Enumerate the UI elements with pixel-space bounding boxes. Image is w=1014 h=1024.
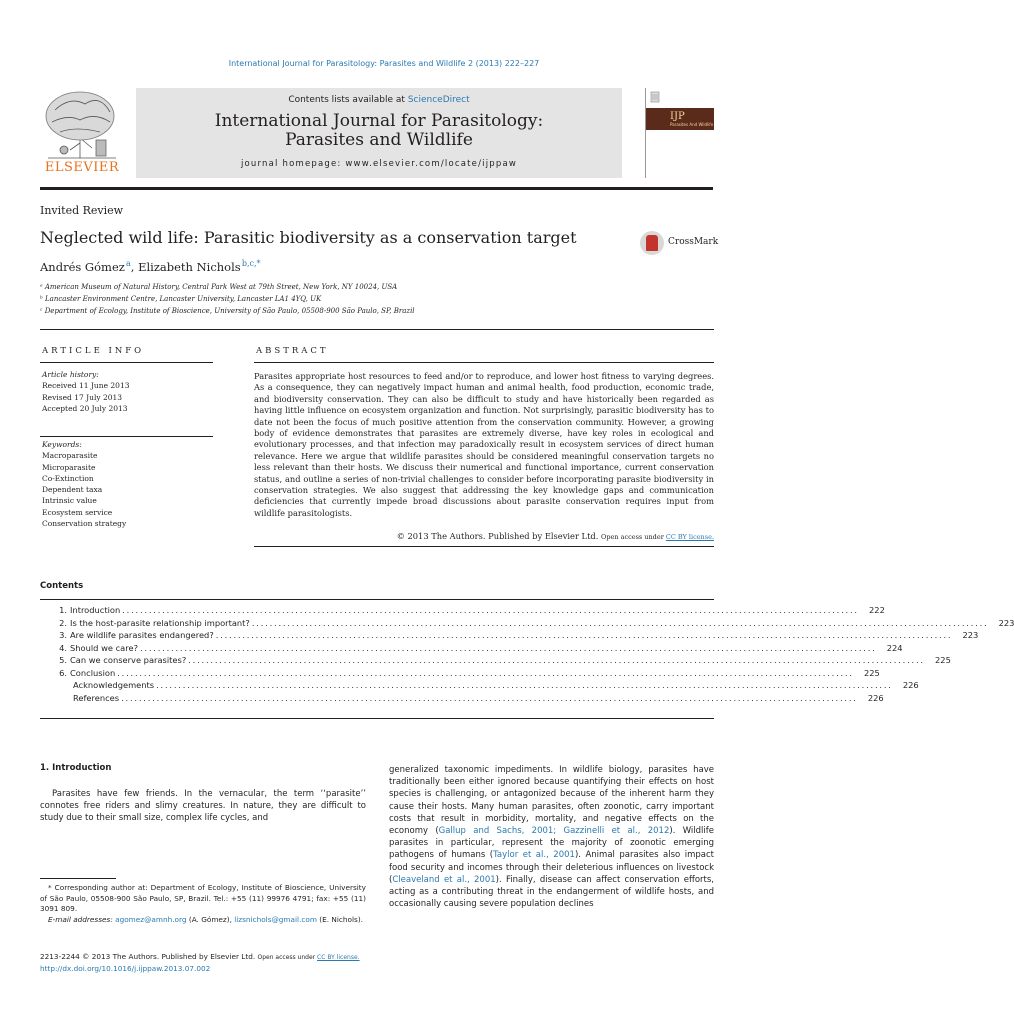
license-link[interactable]: CC BY license.: [665, 533, 714, 541]
toc-label: Are wildlife parasites endangered?: [70, 630, 214, 640]
toc-label: Acknowledgements: [73, 680, 155, 690]
toc-number: 2.: [59, 617, 67, 628]
contents-top-divider: [40, 599, 714, 600]
toc-entry[interactable]: [40, 679, 919, 692]
affiliation: ᶜ Department of Ecology, Institute of Bioscience, University of São Paulo, 05508-900 São Paulo, SP, Brazil: [40, 307, 415, 315]
journal-title-line1: International Journal for Parasitology:: [214, 111, 544, 131]
keywords-divider: [40, 436, 213, 437]
citation-link[interactable]: Gallup and Sachs, 2001; Gazzinelli et al., 2012: [438, 826, 670, 837]
toc-page: 226: [867, 692, 884, 703]
article-type: Invited Review: [40, 204, 124, 217]
journal-title: [136, 112, 622, 150]
toc-leader: ......................................................................................................................................................................: [121, 692, 858, 703]
toc-label: Conclusion: [70, 667, 116, 678]
body-text: ). Animal parasites also impact food security and incomes through their deleterious influences on livestock (: [389, 850, 714, 885]
elsevier-logo: [40, 88, 124, 180]
toc-page: 224: [886, 642, 903, 653]
corresponding-author-footnote: [40, 883, 366, 925]
affiliation: ᵃ American Museum of Natural History, Central Park West at 79th Street, New York, NY 10024, USA: [40, 283, 398, 291]
toc-label: Can we conserve parasites?: [70, 655, 187, 665]
toc-page: 223: [998, 617, 1014, 628]
sciencedirect-link[interactable]: ScienceDirect: [407, 95, 470, 105]
toc-page: 225: [935, 655, 951, 665]
author-name: Elizabeth Nichols: [138, 259, 241, 274]
toc-entry[interactable]: [40, 617, 1014, 630]
journal-masthead: [136, 88, 622, 178]
table-of-contents: [40, 604, 1014, 704]
toc-indent: [40, 679, 73, 692]
open-access-text: Open access under: [257, 954, 318, 961]
author-name: Andrés Gómez: [40, 259, 125, 274]
keywords-block: [42, 439, 126, 529]
journal-homepage[interactable]: journal homepage: www.elsevier.com/locate/ijppaw: [240, 159, 518, 169]
license-link[interactable]: CC BY license.: [317, 954, 360, 961]
abstract-end-divider: [254, 546, 714, 547]
affiliation-divider: [40, 329, 714, 330]
toc-entry[interactable]: [40, 629, 979, 642]
affiliation: ᵇ Lancaster Environment Centre, Lancaster University, Lancaster LA1 4YQ, UK: [40, 295, 322, 303]
body-text: ). Finally, disease can affect conservation efforts, acting as a contributing threat in the endangerment of wildlife hosts, and occasionally causing severe population declines: [389, 874, 714, 910]
footnote-rule: [40, 878, 116, 879]
toc-leader: ......................................................................................................................................................................: [251, 617, 989, 628]
email-line: [40, 915, 366, 926]
email-link[interactable]: agomez@amnh.org: [115, 914, 187, 924]
abstract-heading: ABSTRACT: [256, 346, 329, 356]
abstract-copyright: [254, 531, 714, 541]
toc-entry[interactable]: [40, 642, 903, 655]
toc-leader: ......................................................................................................................................................................: [215, 630, 953, 640]
toc-label: References: [73, 692, 120, 703]
doi-link[interactable]: http://dx.doi.org/10.1016/j.ijppaw.2013.07.002: [40, 964, 211, 973]
author-affiliation-mark[interactable]: a: [125, 259, 131, 268]
contents-heading: Contents: [40, 581, 84, 591]
toc-indent: [40, 692, 73, 705]
citation-link[interactable]: Taylor et al., 2001: [493, 850, 575, 861]
article-info-heading: ARTICLE INFO: [42, 346, 145, 356]
toc-label: Is the host-parasite relationship important?: [70, 617, 250, 628]
keywords-label: Keywords:: [42, 440, 82, 449]
history-revised: Revised 17 July 2013: [42, 392, 123, 402]
body-paragraph-right: [389, 764, 714, 910]
history-label: Article history:: [42, 370, 99, 379]
cover-title: IJP: [670, 111, 685, 122]
author-separator: ,: [130, 259, 139, 274]
contents-bottom-divider: [40, 718, 714, 719]
body-text: ). Wildlife parasites in particular, represent the majority of zoonotic emerging pathogens of humans (: [389, 826, 714, 861]
toc-number: 4.: [59, 642, 67, 653]
body-paragraph: Parasites have few friends. In the vernacular, the term ‘‘parasite’’ connotes free riders and slimy creatures. In nature, they are difficult to study due to their small size, complex life cycles, and: [40, 789, 366, 824]
elsevier-tree-icon: [40, 88, 124, 160]
journal-cover-thumbnail[interactable]: [645, 88, 714, 178]
keyword: Macroparasite: [42, 451, 98, 461]
email-label: E-mail addresses:: [48, 914, 113, 924]
author-affiliation-mark[interactable]: b,c,*: [241, 259, 261, 268]
email-link[interactable]: lizsnichols@gmail.com: [234, 914, 317, 924]
crossmark-label: CrossMark: [668, 237, 719, 247]
issn-line: [40, 952, 360, 961]
toc-page: 226: [902, 680, 919, 690]
toc-number: 5.: [59, 655, 67, 665]
journal-title-line2: Parasites and Wildlife: [285, 130, 473, 150]
keyword: Conservation strategy: [42, 519, 127, 529]
author-list: [40, 259, 261, 274]
issn-text: 2213-2244 © 2013 The Authors. Published by Elsevier Ltd.: [40, 952, 258, 961]
copyright-text: © 2013 The Authors. Published by Elsevier Ltd.: [396, 531, 601, 541]
toc-entry[interactable]: [40, 692, 884, 705]
header-divider: [40, 187, 713, 190]
keyword: Ecosystem service: [42, 507, 113, 517]
toc-label: Introduction: [70, 605, 121, 615]
corresponding-author: * Corresponding author at: Department of Ecology, Institute of Bioscience, University of São Paulo, 05508-900 São Paulo, SP, Brazil. Tel.: +55 (11) 99976 4791; fax: +55 (11) 3091 809.: [40, 883, 366, 914]
article-title: Neglected wild life: Parasitic biodiversity as a conservation target: [40, 228, 577, 247]
history-received: Received 11 June 2013: [42, 381, 130, 391]
crossmark-icon: [640, 231, 664, 255]
body-text: generalized taxonomic impediments. In wildlife biology, parasites have traditionally been either ignored because quantifying their effects on host species is challenging, or antagonized because of the inherent harm they cause their hosts. Many human parasites, often zoonotic, carry important costs that result in morbidity, mortality, and negative effects on the economy (: [389, 765, 714, 837]
citation-link[interactable]: Cleaveland et al., 2001: [392, 874, 496, 885]
cover-subtitle: Parasites And Wildlife: [670, 122, 714, 127]
toc-entry[interactable]: [40, 604, 885, 617]
contents-available-line: [136, 95, 622, 105]
keyword: Dependent taxa: [42, 485, 103, 495]
toc-entry[interactable]: [40, 667, 880, 680]
abstract-divider: [254, 362, 714, 363]
toc-leader: ......................................................................................................................................................................: [188, 655, 925, 665]
open-access-text: Open access under: [600, 533, 666, 541]
contents-prefix: Contents lists available at: [288, 95, 408, 105]
article-info-divider: [40, 362, 213, 363]
abstract-text: Parasites appropriate host resources to feed and/or to reproduce, and lower host fitness to varying degrees. As a consequence, they can negatively impact human and animal health, food production, economic trade, and biodiversity conservation. They can also be difficult to study and have historically been regarded as having little influence on ecosystem organization and function. Not surprisingly, parasitic biodiversity has to date not been the focus of much positive attention from the conservation community. However, a growing body of evidence demonstrates that parasites are extremely diverse, have key roles in ecological and evolutionary processes, and that infection may paradoxically result in ecosystem services of direct human relevance. Here we argue that wildlife parasites should be considered meaningful conservation targets no less relevant than their hosts. We discuss their numerical and functional importance, current conservation status, and outline a series of non-trivial challenges to consider before incorporating parasite biodiversity in conservation strategies. We also suggest that addressing the key knowledge gaps and communication deficiencies that currently impede broad discussions about parasite conservation requires input from wildlife parasitologists.: [254, 371, 714, 518]
email-owner: (A. Gómez),: [186, 914, 235, 924]
toc-page: 223: [962, 630, 979, 640]
toc-leader: ......................................................................................................................................................................: [122, 605, 859, 615]
journal-citation[interactable]: International Journal for Parasitology: Parasites and Wildlife 2 (2013) 222–227: [228, 59, 540, 68]
toc-label: Should we care?: [70, 642, 138, 653]
keyword: Co-Extinction: [42, 473, 94, 483]
toc-page: 222: [869, 605, 885, 615]
email-owner: (E. Nichols).: [316, 914, 363, 924]
elsevier-wordmark: ELSEVIER: [44, 160, 120, 175]
crest-icon: [650, 91, 660, 103]
section-heading: 1. Introduction: [40, 763, 112, 773]
toc-number: 3.: [59, 630, 67, 640]
toc-entry[interactable]: [40, 654, 951, 667]
history-accepted: Accepted 20 July 2013: [42, 403, 128, 413]
article-history: [42, 369, 130, 414]
toc-leader: ......................................................................................................................................................................: [156, 680, 893, 690]
crossmark-badge[interactable]: [640, 231, 719, 257]
toc-number: 6.: [59, 667, 67, 678]
toc-page: 225: [863, 667, 880, 678]
toc-leader: ......................................................................................................................................................................: [117, 667, 854, 678]
keyword: Microparasite: [42, 462, 96, 472]
toc-leader: ......................................................................................................................................................................: [139, 642, 877, 653]
toc-number: 1.: [59, 605, 67, 615]
keyword: Intrinsic value: [42, 496, 97, 506]
